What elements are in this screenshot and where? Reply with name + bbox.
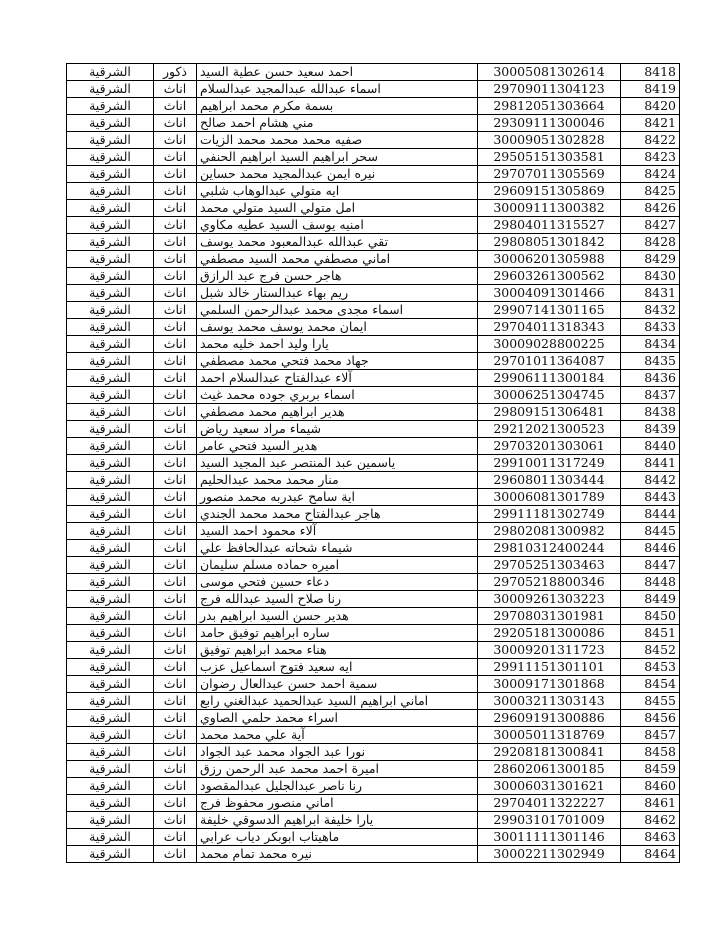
full-name-cell: اماني منصور محفوظ فرج bbox=[197, 795, 478, 812]
serial-number-cell: 8457 bbox=[621, 727, 680, 744]
full-name-cell: آية علي محمد محمد bbox=[197, 727, 478, 744]
gender-cell: اناث bbox=[154, 336, 197, 353]
serial-number-cell: 8431 bbox=[621, 285, 680, 302]
national-id-cell: 30009111300382 bbox=[478, 200, 621, 217]
gender-cell: اناث bbox=[154, 285, 197, 302]
full-name-cell: صفيه محمد محمد محمد الزيات bbox=[197, 132, 478, 149]
full-name-cell: اسراء محمد حلمي الصاوي bbox=[197, 710, 478, 727]
table-row bbox=[67, 455, 680, 472]
full-name-cell: نيره ايمن عبدالمجيد محمد حساين bbox=[197, 166, 478, 183]
governorate-cell: الشرقية bbox=[67, 659, 154, 676]
national-id-cell: 29809151306481 bbox=[478, 404, 621, 421]
governorate-cell: الشرقية bbox=[67, 387, 154, 404]
table-row bbox=[67, 132, 680, 149]
national-id-cell: 30009201311723 bbox=[478, 642, 621, 659]
gender-cell: اناث bbox=[154, 319, 197, 336]
gender-cell: ذكور bbox=[154, 64, 197, 81]
gender-cell: اناث bbox=[154, 710, 197, 727]
gender-cell: اناث bbox=[154, 744, 197, 761]
serial-number-cell: 8463 bbox=[621, 829, 680, 846]
governorate-cell: الشرقية bbox=[67, 506, 154, 523]
full-name-cell: ياسمين عبد المنتصر عبد المجيد السيد bbox=[197, 455, 478, 472]
table-row bbox=[67, 829, 680, 846]
full-name-cell: ريم بهاء عبدالستار خالد شبل bbox=[197, 285, 478, 302]
full-name-cell: يارا خليفة ابراهيم الدسوقي خليفة bbox=[197, 812, 478, 829]
table-row bbox=[67, 302, 680, 319]
gender-cell: اناث bbox=[154, 387, 197, 404]
table-row bbox=[67, 557, 680, 574]
national-id-cell: 30004091301466 bbox=[478, 285, 621, 302]
national-id-cell: 29808051301842 bbox=[478, 234, 621, 251]
governorate-cell: الشرقية bbox=[67, 149, 154, 166]
gender-cell: اناث bbox=[154, 761, 197, 778]
national-id-cell: 29603261300562 bbox=[478, 268, 621, 285]
national-id-cell: 30005081302614 bbox=[478, 64, 621, 81]
full-name-cell: اميره حماده مسلم سليمان bbox=[197, 557, 478, 574]
governorate-cell: الشرقية bbox=[67, 183, 154, 200]
table-row bbox=[67, 744, 680, 761]
serial-number-cell: 8440 bbox=[621, 438, 680, 455]
table-row bbox=[67, 642, 680, 659]
gender-cell: اناث bbox=[154, 659, 197, 676]
full-name-cell: اماني ابراهيم السيد عبدالحميد عبدالغني رابع bbox=[197, 693, 478, 710]
full-name-cell: دعاء حسين فتحي موسى bbox=[197, 574, 478, 591]
national-id-cell: 30006201305988 bbox=[478, 251, 621, 268]
full-name-cell: آلاء عبدالفتاح عبدالسلام احمد bbox=[197, 370, 478, 387]
national-id-cell: 29608011303444 bbox=[478, 472, 621, 489]
table-row bbox=[67, 98, 680, 115]
gender-cell: اناث bbox=[154, 183, 197, 200]
serial-number-cell: 8461 bbox=[621, 795, 680, 812]
governorate-cell: الشرقية bbox=[67, 829, 154, 846]
serial-number-cell: 8430 bbox=[621, 268, 680, 285]
governorate-cell: الشرقية bbox=[67, 574, 154, 591]
national-id-cell: 30006031301621 bbox=[478, 778, 621, 795]
governorate-cell: الشرقية bbox=[67, 166, 154, 183]
full-name-cell: اميرة احمد محمد عبد الرحمن رزق bbox=[197, 761, 478, 778]
serial-number-cell: 8439 bbox=[621, 421, 680, 438]
full-name-cell: ايمان محمد يوسف محمد يوسف bbox=[197, 319, 478, 336]
table-row bbox=[67, 217, 680, 234]
national-id-cell: 30009171301868 bbox=[478, 676, 621, 693]
gender-cell: اناث bbox=[154, 489, 197, 506]
national-id-cell: 29802081300982 bbox=[478, 523, 621, 540]
gender-cell: اناث bbox=[154, 506, 197, 523]
gender-cell: اناث bbox=[154, 557, 197, 574]
governorate-cell: الشرقية bbox=[67, 710, 154, 727]
national-id-cell: 29212021300523 bbox=[478, 421, 621, 438]
serial-number-cell: 8451 bbox=[621, 625, 680, 642]
serial-number-cell: 8454 bbox=[621, 676, 680, 693]
gender-cell: اناث bbox=[154, 81, 197, 98]
national-id-cell: 29911181302749 bbox=[478, 506, 621, 523]
serial-number-cell: 8429 bbox=[621, 251, 680, 268]
gender-cell: اناث bbox=[154, 727, 197, 744]
full-name-cell: اسماء عبدالله عبدالمجيد عبدالسلام bbox=[197, 81, 478, 98]
full-name-cell: هاجر عبدالفتاح محمد محمد الجندي bbox=[197, 506, 478, 523]
national-id-cell: 30011111301146 bbox=[478, 829, 621, 846]
table-row bbox=[67, 795, 680, 812]
full-name-cell: يارا وليد احمد خليه محمد bbox=[197, 336, 478, 353]
governorate-cell: الشرقية bbox=[67, 98, 154, 115]
table-row bbox=[67, 506, 680, 523]
governorate-cell: الشرقية bbox=[67, 744, 154, 761]
table-row bbox=[67, 404, 680, 421]
national-id-cell: 29705218800346 bbox=[478, 574, 621, 591]
governorate-cell: الشرقية bbox=[67, 608, 154, 625]
governorate-cell: الشرقية bbox=[67, 353, 154, 370]
gender-cell: اناث bbox=[154, 676, 197, 693]
gender-cell: اناث bbox=[154, 234, 197, 251]
full-name-cell: هدير السيد فتحي عامر bbox=[197, 438, 478, 455]
table-row bbox=[67, 251, 680, 268]
national-id-cell: 29208181300841 bbox=[478, 744, 621, 761]
serial-number-cell: 8432 bbox=[621, 302, 680, 319]
governorate-cell: الشرقية bbox=[67, 557, 154, 574]
full-name-cell: اسماء مجدى محمد عبدالرحمن السلمي bbox=[197, 302, 478, 319]
table-row bbox=[67, 591, 680, 608]
table-row bbox=[67, 625, 680, 642]
serial-number-cell: 8445 bbox=[621, 523, 680, 540]
serial-number-cell: 8437 bbox=[621, 387, 680, 404]
gender-cell: اناث bbox=[154, 693, 197, 710]
full-name-cell: سمية احمد حسن عبدالعال رضوان bbox=[197, 676, 478, 693]
gender-cell: اناث bbox=[154, 472, 197, 489]
serial-number-cell: 8444 bbox=[621, 506, 680, 523]
governorate-cell: الشرقية bbox=[67, 234, 154, 251]
serial-number-cell: 8428 bbox=[621, 234, 680, 251]
table-row bbox=[67, 846, 680, 863]
governorate-cell: الشرقية bbox=[67, 200, 154, 217]
national-id-cell: 29309111300046 bbox=[478, 115, 621, 132]
full-name-cell: بسمة مكرم محمد ابراهيم bbox=[197, 98, 478, 115]
governorate-cell: الشرقية bbox=[67, 540, 154, 557]
full-name-cell: احمد سعيد حسن عطية السيد bbox=[197, 64, 478, 81]
serial-number-cell: 8418 bbox=[621, 64, 680, 81]
serial-number-cell: 8450 bbox=[621, 608, 680, 625]
table-row bbox=[67, 608, 680, 625]
governorate-cell: الشرقية bbox=[67, 268, 154, 285]
table-row bbox=[67, 285, 680, 302]
serial-number-cell: 8421 bbox=[621, 115, 680, 132]
gender-cell: اناث bbox=[154, 642, 197, 659]
full-name-cell: ايه سعيد فتوح اسماعيل عزب bbox=[197, 659, 478, 676]
governorate-cell: الشرقية bbox=[67, 676, 154, 693]
governorate-cell: الشرقية bbox=[67, 472, 154, 489]
gender-cell: اناث bbox=[154, 115, 197, 132]
table-row bbox=[67, 81, 680, 98]
serial-number-cell: 8455 bbox=[621, 693, 680, 710]
national-id-cell: 29707011305569 bbox=[478, 166, 621, 183]
governorate-cell: الشرقية bbox=[67, 778, 154, 795]
gender-cell: اناث bbox=[154, 166, 197, 183]
table-row bbox=[67, 319, 680, 336]
national-id-cell: 29205181300086 bbox=[478, 625, 621, 642]
governorate-cell: الشرقية bbox=[67, 217, 154, 234]
gender-cell: اناث bbox=[154, 370, 197, 387]
serial-number-cell: 8458 bbox=[621, 744, 680, 761]
gender-cell: اناث bbox=[154, 795, 197, 812]
gender-cell: اناث bbox=[154, 268, 197, 285]
governorate-cell: الشرقية bbox=[67, 251, 154, 268]
national-id-cell: 29911151301101 bbox=[478, 659, 621, 676]
full-name-cell: مني هشام احمد صالح bbox=[197, 115, 478, 132]
table-row bbox=[67, 710, 680, 727]
table-row bbox=[67, 693, 680, 710]
gender-cell: اناث bbox=[154, 455, 197, 472]
gender-cell: اناث bbox=[154, 251, 197, 268]
table-row bbox=[67, 200, 680, 217]
full-name-cell: رنا ناصر عبدالجليل عبدالمقصود bbox=[197, 778, 478, 795]
serial-number-cell: 8425 bbox=[621, 183, 680, 200]
national-id-cell: 30005011318769 bbox=[478, 727, 621, 744]
full-name-cell: نيره محمد تمام محمد bbox=[197, 846, 478, 863]
serial-number-cell: 8453 bbox=[621, 659, 680, 676]
serial-number-cell: 8447 bbox=[621, 557, 680, 574]
serial-number-cell: 8452 bbox=[621, 642, 680, 659]
table-row bbox=[67, 149, 680, 166]
table-row bbox=[67, 166, 680, 183]
full-name-cell: هناء محمد ابراهيم توفيق bbox=[197, 642, 478, 659]
table-row bbox=[67, 489, 680, 506]
gender-cell: اناث bbox=[154, 812, 197, 829]
full-name-cell: اماني مصطفي محمد السيد مصطفي bbox=[197, 251, 478, 268]
national-id-cell: 29910011317249 bbox=[478, 455, 621, 472]
table-row bbox=[67, 370, 680, 387]
full-name-cell: تقي عبدالله عبدالمعبود محمد يوسف bbox=[197, 234, 478, 251]
serial-number-cell: 8464 bbox=[621, 846, 680, 863]
governorate-cell: الشرقية bbox=[67, 795, 154, 812]
table-row bbox=[67, 353, 680, 370]
national-id-cell: 29609191300886 bbox=[478, 710, 621, 727]
full-name-cell: آلاء محمود احمد السيد bbox=[197, 523, 478, 540]
governorate-cell: الشرقية bbox=[67, 319, 154, 336]
national-id-cell: 28602061300185 bbox=[478, 761, 621, 778]
national-id-cell: 29906111300184 bbox=[478, 370, 621, 387]
national-id-cell: 29709011304123 bbox=[478, 81, 621, 98]
national-id-cell: 29704011318343 bbox=[478, 319, 621, 336]
full-name-cell: هدير ابراهيم محمد مصطفي bbox=[197, 404, 478, 421]
national-id-cell: 30009261303223 bbox=[478, 591, 621, 608]
national-id-cell: 29810312400244 bbox=[478, 540, 621, 557]
governorate-cell: الشرقية bbox=[67, 523, 154, 540]
national-id-cell: 29705251303463 bbox=[478, 557, 621, 574]
national-id-cell: 30006081301789 bbox=[478, 489, 621, 506]
national-id-cell: 29701011364087 bbox=[478, 353, 621, 370]
table-row bbox=[67, 268, 680, 285]
full-name-cell: ساره ابراهيم توفيق حامد bbox=[197, 625, 478, 642]
serial-number-cell: 8446 bbox=[621, 540, 680, 557]
full-name-cell: شيماء مراد سعيد رياض bbox=[197, 421, 478, 438]
governorate-cell: الشرقية bbox=[67, 404, 154, 421]
serial-number-cell: 8426 bbox=[621, 200, 680, 217]
table-row bbox=[67, 523, 680, 540]
full-name-cell: اية سامح عبدربه محمد منصور bbox=[197, 489, 478, 506]
national-id-cell: 30009051302828 bbox=[478, 132, 621, 149]
governorate-cell: الشرقية bbox=[67, 625, 154, 642]
gender-cell: اناث bbox=[154, 149, 197, 166]
governorate-cell: الشرقية bbox=[67, 438, 154, 455]
gender-cell: اناث bbox=[154, 778, 197, 795]
full-name-cell: نورا عبد الجواد محمد عبد الجواد bbox=[197, 744, 478, 761]
serial-number-cell: 8449 bbox=[621, 591, 680, 608]
records-table bbox=[66, 63, 680, 863]
full-name-cell: ايه متولي عبدالوهاب شلبي bbox=[197, 183, 478, 200]
governorate-cell: الشرقية bbox=[67, 421, 154, 438]
gender-cell: اناث bbox=[154, 438, 197, 455]
governorate-cell: الشرقية bbox=[67, 132, 154, 149]
gender-cell: اناث bbox=[154, 574, 197, 591]
records-table-body bbox=[67, 64, 680, 863]
governorate-cell: الشرقية bbox=[67, 115, 154, 132]
table-row bbox=[67, 812, 680, 829]
full-name-cell: ماهيتاب ابوبكر دياب عرابي bbox=[197, 829, 478, 846]
serial-number-cell: 8460 bbox=[621, 778, 680, 795]
governorate-cell: الشرقية bbox=[67, 370, 154, 387]
governorate-cell: الشرقية bbox=[67, 81, 154, 98]
table-row bbox=[67, 761, 680, 778]
gender-cell: اناث bbox=[154, 523, 197, 540]
serial-number-cell: 8459 bbox=[621, 761, 680, 778]
national-id-cell: 29903101701009 bbox=[478, 812, 621, 829]
national-id-cell: 30002211302949 bbox=[478, 846, 621, 863]
table-row bbox=[67, 727, 680, 744]
table-row bbox=[67, 472, 680, 489]
serial-number-cell: 8423 bbox=[621, 149, 680, 166]
serial-number-cell: 8441 bbox=[621, 455, 680, 472]
governorate-cell: الشرقية bbox=[67, 285, 154, 302]
national-id-cell: 29704011322227 bbox=[478, 795, 621, 812]
serial-number-cell: 8420 bbox=[621, 98, 680, 115]
table-row bbox=[67, 115, 680, 132]
full-name-cell: امل متولي السيد متولي محمد bbox=[197, 200, 478, 217]
table-row bbox=[67, 421, 680, 438]
gender-cell: اناث bbox=[154, 217, 197, 234]
gender-cell: اناث bbox=[154, 404, 197, 421]
governorate-cell: الشرقية bbox=[67, 642, 154, 659]
gender-cell: اناث bbox=[154, 421, 197, 438]
serial-number-cell: 8436 bbox=[621, 370, 680, 387]
full-name-cell: هدير حسن السيد ابراهيم بدر bbox=[197, 608, 478, 625]
governorate-cell: الشرقية bbox=[67, 693, 154, 710]
governorate-cell: الشرقية bbox=[67, 812, 154, 829]
full-name-cell: اسماء بربري جوده محمد غيث bbox=[197, 387, 478, 404]
serial-number-cell: 8438 bbox=[621, 404, 680, 421]
gender-cell: اناث bbox=[154, 200, 197, 217]
governorate-cell: الشرقية bbox=[67, 64, 154, 81]
table-row bbox=[67, 659, 680, 676]
table-row bbox=[67, 234, 680, 251]
full-name-cell: منار محمد محمد عبدالحليم bbox=[197, 472, 478, 489]
governorate-cell: الشرقية bbox=[67, 489, 154, 506]
gender-cell: اناث bbox=[154, 540, 197, 557]
table-row bbox=[67, 438, 680, 455]
national-id-cell: 29609151305869 bbox=[478, 183, 621, 200]
national-id-cell: 29804011315527 bbox=[478, 217, 621, 234]
full-name-cell: رنا صلاح السيد عبدالله فرج bbox=[197, 591, 478, 608]
full-name-cell: سحر ابراهيم السيد ابراهيم الحنفي bbox=[197, 149, 478, 166]
gender-cell: اناث bbox=[154, 846, 197, 863]
governorate-cell: الشرقية bbox=[67, 302, 154, 319]
gender-cell: اناث bbox=[154, 625, 197, 642]
serial-number-cell: 8448 bbox=[621, 574, 680, 591]
full-name-cell: جهاد محمد فتحي محمد مصطفي bbox=[197, 353, 478, 370]
serial-number-cell: 8442 bbox=[621, 472, 680, 489]
governorate-cell: الشرقية bbox=[67, 727, 154, 744]
national-id-cell: 29703201303061 bbox=[478, 438, 621, 455]
gender-cell: اناث bbox=[154, 302, 197, 319]
gender-cell: اناث bbox=[154, 591, 197, 608]
full-name-cell: شيماء شحاته عبدالحافظ علي bbox=[197, 540, 478, 557]
gender-cell: اناث bbox=[154, 132, 197, 149]
serial-number-cell: 8435 bbox=[621, 353, 680, 370]
table-row bbox=[67, 387, 680, 404]
full-name-cell: امنيه يوسف السيد عطيه مكاوي bbox=[197, 217, 478, 234]
serial-number-cell: 8443 bbox=[621, 489, 680, 506]
serial-number-cell: 8424 bbox=[621, 166, 680, 183]
national-id-cell: 30006251304745 bbox=[478, 387, 621, 404]
national-id-cell: 29907141301165 bbox=[478, 302, 621, 319]
governorate-cell: الشرقية bbox=[67, 591, 154, 608]
serial-number-cell: 8433 bbox=[621, 319, 680, 336]
table-row bbox=[67, 183, 680, 200]
gender-cell: اناث bbox=[154, 829, 197, 846]
gender-cell: اناث bbox=[154, 98, 197, 115]
gender-cell: اناث bbox=[154, 608, 197, 625]
table-row bbox=[67, 64, 680, 81]
table-row bbox=[67, 778, 680, 795]
governorate-cell: الشرقية bbox=[67, 846, 154, 863]
national-id-cell: 30003211303143 bbox=[478, 693, 621, 710]
national-id-cell: 29812051303664 bbox=[478, 98, 621, 115]
governorate-cell: الشرقية bbox=[67, 336, 154, 353]
national-id-cell: 30009028800225 bbox=[478, 336, 621, 353]
national-id-cell: 29505151303581 bbox=[478, 149, 621, 166]
serial-number-cell: 8462 bbox=[621, 812, 680, 829]
serial-number-cell: 8422 bbox=[621, 132, 680, 149]
gender-cell: اناث bbox=[154, 353, 197, 370]
full-name-cell: هاجر حسن فرج عبد الرازق bbox=[197, 268, 478, 285]
governorate-cell: الشرقية bbox=[67, 761, 154, 778]
table-row bbox=[67, 540, 680, 557]
table-row bbox=[67, 676, 680, 693]
governorate-cell: الشرقية bbox=[67, 455, 154, 472]
serial-number-cell: 8456 bbox=[621, 710, 680, 727]
table-row bbox=[67, 574, 680, 591]
serial-number-cell: 8427 bbox=[621, 217, 680, 234]
serial-number-cell: 8434 bbox=[621, 336, 680, 353]
serial-number-cell: 8419 bbox=[621, 81, 680, 98]
table-row bbox=[67, 336, 680, 353]
national-id-cell: 29708031301981 bbox=[478, 608, 621, 625]
